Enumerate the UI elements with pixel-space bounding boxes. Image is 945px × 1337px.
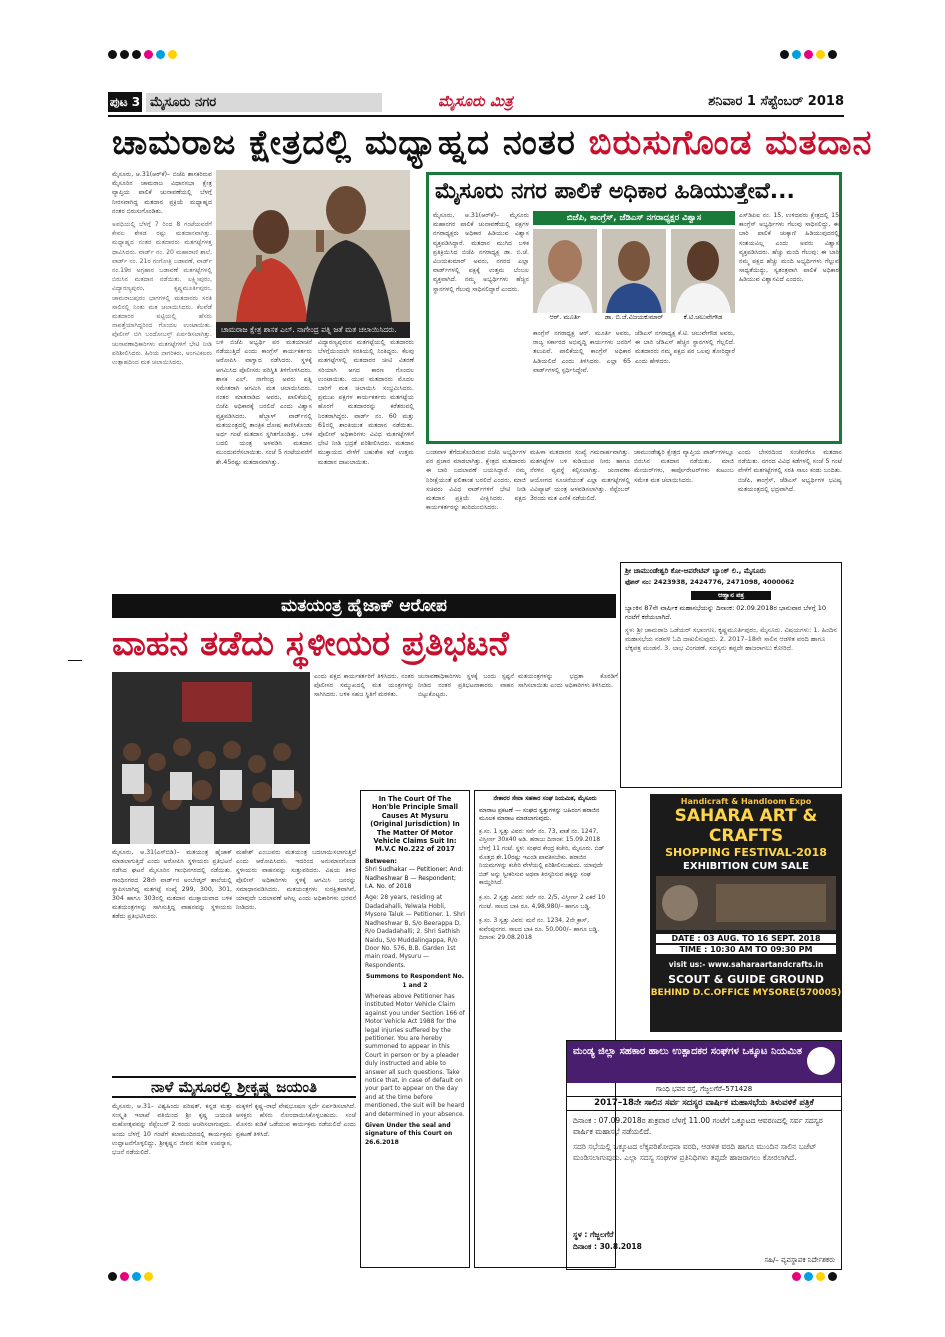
sahara-venue-note: BEHIND D.C.OFFICE MYSORE(570005): [650, 988, 842, 998]
continued-column-4: ಎಂದು ಬೇಸರದಿಂದ ಸಂಜೆವರೆಗೂ ಮತದಾನ ನಡೆಯಿತು. ನಗರದ ವಿವಿಧ ಕಡೆಗಳಲ್ಲಿ ಸಂಜೆ 5 ಗಂಟೆ ವೇಳೆಗೆ ಮತಗಟ್ಟೆಗಳಲ್ಲಿ ಸರತಿ ಸಾಲು ಕಂಡು ಬಂದಿತು. ಬಿಜೆಪಿ, ಕಾಂಗ್ರೆಸ್, ಜೆಡಿಎಸ್ ಅಭ್ಯರ್ಥಿಗಳ ಭವಿಷ್ಯ ಮತಯಂತ್ರದಲ್ಲಿ ಭದ್ರವಾಗಿದೆ.: [738, 449, 842, 493]
sale-notice-body: ಮಾರಾಟ ಪ್ರಕಟಣೆ — ಸಂಘದ ಸ್ವತ್ತುಗಳನ್ನು ಬಹಿರಂಗ ಹರಾಜಿನ ಮೂಲಕ ಮಾರಾಟ ಮಾಡಲಾಗುವುದು.: [479, 806, 600, 823]
power-claim-box: [426, 172, 842, 444]
continued-column-2: ಮಹಿಳಾ ಮತದಾರರ ಸಂಖ್ಯೆ ಗಮನಾರ್ಹವಾಗಿತ್ತು. ಮತಗಟ್ಟೆಗಳ ಬಳಿ ಕುಡಿಯುವ ನೀರು ಹಾಗೂ ನೆರಳಿನ ವ್ಯವಸ್ಥೆ ಕಲ್ಪಿಸಲಾಗಿತ್ತು. ಚುನಾವಣಾ ಆಯೋಗದ ಸೂಚನೆಯಂತೆ ಎಲ್ಲಾ ಮತಗಟ್ಟೆಗಳಲ್ಲಿ ವಿವಿಪ್ಯಾಟ್ ಯಂತ್ರ ಅಳವಡಿಸಲಾಗಿತ್ತು. ಸೆಪ್ಟೆಂಬರ್ 3ರಂದು ಮತ ಎಣಿಕೆ ನಡೆಯಲಿದೆ.: [530, 449, 630, 503]
mandya-logo-icon: [807, 1047, 835, 1075]
court-footer: Given Under the seal and signature of this Court on 26.6.2018: [365, 1122, 453, 1146]
voters-photo-image: [216, 170, 410, 322]
lead-photo-caption: ಚಾಮರಾಜ ಕ್ಷೇತ್ರ ಶಾಸಕ ಎಲ್. ನಾಗೇಂದ್ರ ಪತ್ನಿ ಜತೆ ಮತ ಚಲಾಯಿಸಿದರು.: [216, 322, 410, 338]
janmashtami-headline: ನಾಳೆ ಮೈಸೂರಲ್ಲಿ ಶ್ರೀಕೃಷ್ಣ ಜಯಂತಿ: [112, 1076, 356, 1098]
sahara-sale: EXHIBITION CUM SALE: [683, 861, 809, 872]
sahara-title: SAHARA ART & CRAFTS: [674, 806, 818, 846]
evm-column-2: ಮಹೇಶ್ ಎಂಬುವರು ಮತಯಂತ್ರ ಬದಲಾಯಿಸಲಾಗುತ್ತಿದೆ ಎಂದು ಆರೋಪಿಸಿದರು. ಇದರಿಂದ ಅನುಮಾನಗೊಂಡ ಸ್ಥಳೀಯರು ವಾಹನವನ್ನು ಸುತ್ತುವರಿದರು. ವಿಷಯ ತಿಳಿದ ಪೊಲೀಸ್ ಅಧಿಕಾರಿಗಳು ಸ್ಥಳಕ್ಕೆ ಆಗಮಿಸಿ ಜನರನ್ನು ಸಮಾಧಾನಪಡಿಸಿದರು. ಮತಯಂತ್ರಗಳು ಸುರಕ್ಷಿತವಾಗಿವೆ, ಯಾವುದೇ ಬದಲಾವಣೆ ಆಗಿಲ್ಲ ಎಂದು ಅಧಿಕಾರಿಗಳು ಭರವಸೆ ನೀಡಿದರು.: [236, 849, 356, 912]
protest-photo: [112, 672, 310, 844]
sahara-top: Handicraft & Handloom Expo: [680, 797, 812, 806]
mandya-place: ಸ್ಥಳ : ಗೆಜ್ಜಲಗೆರೆ: [573, 1230, 614, 1239]
leader-photo-3: [671, 229, 735, 313]
power-claim-subtitle: ಬಿಜೆಪಿ, ಕಾಂಗ್ರೆಸ್, ಜೆಡಿಎಸ್ ನಗರಾಧ್ಯಕ್ಷರ ವಿಶ್ವಾಸ: [533, 211, 735, 225]
janmashtami-column-1: ಮೈಸೂರು, ಆ.31– ವಿಶ್ವಹಿಂದು ಪರಿಷತ್, ಕನ್ನಡ ಮತ್ತು ಸಂಸ್ಕೃತಿ ಇಲಾಖೆ ವತಿಯಿಂದ ಶ್ರೀ ಕೃಷ್ಣ ಜಯಂತಿ ಮಹೋತ್ಸವವನ್ನು ಸೆಪ್ಟೆಂಬರ್ 2 ರಂದು ಆಚರಿಸಲಾಗುವುದು. ಅಂದು ಬೆಳಗ್ಗೆ 10 ಗಂಟೆಗೆ ಕಲಾಮಂದಿರದಲ್ಲಿ ಕಾರ್ಯಕ್ರಮ ಉದ್ಘಾಟನೆಗೊಳ್ಳಲಿದ್ದು, ಶ್ರೀಕೃಷ್ಣನ ಜೀವನ ಕುರಿತ ಉಪನ್ಯಾಸ, ಭಜನೆ ನಡೆಯಲಿದೆ.: [112, 1103, 232, 1157]
leader-name-1: ಆರ್. ಮೂರ್ತಿ: [549, 313, 581, 321]
continued-column-3: ಚಾಮುಂಡೇಶ್ವರಿ ಕ್ಷೇತ್ರದ ವ್ಯಾಪ್ತಿಯ ವಾರ್ಡ್‌ಗಳಲ್ಲೂ ಬಿರುಸಿನ ಮತದಾನ ನಡೆಯಿತು. ಮಾಜಿ ಮೇಯರ್‌ಗಳು, ಕಾರ್ಪೊರೇಟರ್‌ಗಳು ಕುಟುಂಬ ಸಮೇತ ಮತ ಚಲಾಯಿಸಿದರು.: [634, 449, 734, 484]
lead-photo: [216, 170, 410, 322]
lead-headline: ಚಾಮರಾಜ ಕ್ಷೇತ್ರದಲ್ಲಿ ಮಧ್ಯಾಹ್ನದ ನಂತರ ಬಿರುಸುಗೊಂಡ ಮತದಾನ: [112, 123, 873, 163]
sahara-banner-image: [656, 876, 836, 930]
mandya-signature: ಸಹಿ/– ವ್ಯವಸ್ಥಾಪಕ ನಿರ್ದೇಶಕರು: [764, 1256, 835, 1264]
leader-photo-1: [533, 229, 597, 313]
mandya-date: ದಿನಾಂಕ : 30.8.2018: [573, 1242, 642, 1251]
mandya-header: [567, 1041, 841, 1083]
crowd-image: [112, 672, 310, 844]
leader-name-2: ಡಾ. ಬಿ.ಜೆ.ವಿಜಯಕುಮಾರ್: [604, 313, 664, 321]
bank-notice-ad: ಶ್ರೀ ಚಾಮುಂಡೇಶ್ವರಿ ಕೋ-ಆಪರೇಟಿವ್ ಬ್ಯಾಂಕ್ ಲಿ., ಮೈಸೂರು ಫೋನ್ ನಂ: 2423938, 2424776, 2471098, 4000062 ಆಹ್ವಾನ ಪತ್ರ ಬ್ಯಾಂಕಿನ 87ನೇ ವಾರ್ಷಿಕ ಮಹಾಸಭೆಯನ್ನು ದಿನಾಂಕ: 02.09.2018ರ ಭಾನುವಾರ ಬೆಳಗ್ಗೆ 10 ಗಂಟೆಗೆ ಕರೆಯಲಾಗಿದೆ. ಸ್ಥಳ: ಶ್ರೀ ಚಾಮರಾಜ ಒಡೆಯರ್ ಸಭಾಂಗಣ, ಕೃಷ್ಣಮೂರ್ತಿಪುರಂ, ಮೈಸೂರು. ವಿಷಯಗಳು: 1. ಹಿಂದಿನ ಮಹಾಸಭೆಯ ನಡವಳಿ ಓದಿ ದಾಖಲಿಸುವುದು. 2. 2017–18ನೇ ಸಾಲಿನ ಆಡಳಿತ ವರದಿ ಹಾಗೂ ಲೆಕ್ಕಪತ್ರ ಮಂಡನೆ. 3. ಲಾಭ ವಿಂಗಡಣೆ. ಸದಸ್ಯರು ತಪ್ಪದೇ ಹಾಜರಾಗಲು ಕೋರಿದೆ.: [620, 562, 842, 788]
bank-notice-heading: ಆಹ್ವಾನ ಪತ್ರ: [691, 591, 771, 600]
lead-column-3: ವಿದ್ಯಾರಣ್ಯಪುರಂನ ಮತಗಟ್ಟೆಯಲ್ಲಿ ಮತದಾರರು ಬೆಳಗ್ಗೆಯಿಂದಲೇ ಸರತಿಯಲ್ಲಿ ನಿಂತಿದ್ದರು. ಕೆಲವು ಮತಗಟ್ಟೆಗಳಲ್ಲಿ ಮತದಾರರ ಚೀಟಿ ವಿತರಣೆ ಸರಿಯಾಗಿ ಆಗದ ಕಾರಣ ಗೊಂದಲ ಉಂಟಾಯಿತು. ಯುವ ಮತದಾರರು ಮೊದಲ ಬಾರಿಗೆ ಮತ ಚಲಾಯಿಸಿ ಸಂಭ್ರಮಿಸಿದರು. ಪ್ರಮುಖ ಪಕ್ಷಗಳ ಕಾರ್ಯಕರ್ತರು ಮತಗಟ್ಟೆಯ ಹೊರಗೆ ಮತದಾರರನ್ನು ಕರೆತರುವಲ್ಲಿ ನಿರತರಾಗಿದ್ದರು. ವಾರ್ಡ್ ನಂ. 60 ಮತ್ತು 61ರಲ್ಲಿ ಶಾಂತಿಯುತ ಮತದಾನ ನಡೆಯಿತು. ಪೊಲೀಸ್ ಅಧಿಕಾರಿಗಳು ವಿವಿಧ ಮತಗಟ್ಟೆಗಳಿಗೆ ಭೇಟಿ ನೀಡಿ ಭದ್ರತೆ ಪರಿಶೀಲಿಸಿದರು. ಮತದಾನ ಮುಕ್ತಾಯದ ವೇಳೆಗೆ ಬಹುತೇಕ ಕಡೆ ಉತ್ತಮ ಮತದಾನ ದಾಖಲಾಯಿತು.: [318, 339, 414, 466]
leader-name-3: ಕೆ.ಟಿ.ಚಲುವೇಗೌಡ: [683, 313, 723, 321]
page-header: [108, 92, 844, 114]
bank-notice-phone: ಫೋನ್ ನಂ: 2423938, 2424776, 2471098, 4000062: [625, 578, 795, 586]
power-claim-column-1: ಮೈಸೂರು, ಆ.31(ಆರ್‌ಕೆ)– ಮೈಸೂರು ಮಹಾನಗರ ಪಾಲಿಕೆ ಚುನಾವಣೆಯಲ್ಲಿ ಪಕ್ಷಗಳ ನಗರಾಧ್ಯಕ್ಷರು ಅಧಿಕಾರ ಹಿಡಿಯುವ ವಿಶ್ವಾಸ ವ್ಯಕ್ತಪಡಿಸಿದ್ದಾರೆ. ಮತದಾನ ಮುಗಿದ ಬಳಿಕ ಪ್ರತಿಕ್ರಿಯಿಸಿದ ಬಿಜೆಪಿ ನಗರಾಧ್ಯಕ್ಷ ಡಾ. ಬಿ.ಜೆ. ವಿಜಯಕುಮಾರ್ ಅವರು, ನಗರದ ಎಲ್ಲಾ ವಾರ್ಡ್‌ಗಳಲ್ಲಿ ಪಕ್ಷಕ್ಕೆ ಉತ್ತಮ ಬೆಂಬಲ ವ್ಯಕ್ತವಾಗಿದೆ. ನಮ್ಮ ಅಭ್ಯರ್ಥಿಗಳು ಹೆಚ್ಚಿನ ಸ್ಥಾನಗಳಲ್ಲಿ ಗೆಲುವು ಸಾಧಿಸಲಿದ್ದಾರೆ ಎಂದರು.: [433, 212, 529, 293]
mandya-address: ಗಾಂಧಿ ಭವನ ರಸ್ತೆ, ಗೆಜ್ಜಲಗೆರೆ–571428: [655, 1085, 753, 1093]
sale-notice-title: ನೇಕಾರರ ಸೇವಾ ಸಹಕಾರ ಸಂಘ ನಿಯಮಿತ, ಮೈಸೂರು: [493, 795, 597, 802]
leaders-photos: [533, 229, 735, 325]
sahara-expo-ad: [650, 794, 842, 1032]
evm-column-top-1: ಎಂದು ಪಕ್ಷದ ಕಾರ್ಯಕರ್ತರಿಗೆ ತಿಳಿಸಿದರು. ನಂತರ ಪೊಲೀಸರ ಸಮ್ಮುಖದಲ್ಲಿ ಮತ ಯಂತ್ರಗಳನ್ನು ಸಾಗಿಸಿದರು. ಬಳಿಕ ಸಹಜ ಸ್ಥಿತಿಗೆ ಮರಳಿತು.: [314, 673, 414, 699]
registration-marks-top: [0, 50, 945, 64]
leader-photo-2: [602, 229, 666, 313]
power-claim-column-2: ಕಾಂಗ್ರೆಸ್ ನಗರಾಧ್ಯಕ್ಷ ಆರ್. ಮೂರ್ತಿ ಅವರು, ರಾಜ್ಯ ಸರ್ಕಾರದ ಅಭಿವೃದ್ಧಿ ಕಾರ್ಯಗಳು ಜನರಿಗೆ ತಲುಪಿವೆ. ಪಾಲಿಕೆಯಲ್ಲಿ ಕಾಂಗ್ರೆಸ್ ಅಧಿಕಾರ ಹಿಡಿಯಲಿದೆ ಎಂದು ತಿಳಿಸಿದರು. ಎಲ್ಲಾ 65 ವಾರ್ಡ್‌ಗಳಲ್ಲಿ ಸ್ಪರ್ಧಿಸಿದ್ದೇವೆ.: [533, 330, 631, 374]
court-notice-title: In The Court Of The Hon'ble Principle Small Causes At Mysuru (Original Jurisdiction) In The Matter Of Motor Vehicle Claims Suit In: M.V.C No.222 of 2017: [370, 795, 460, 854]
sahara-dates: DATE : 03 AUG. TO 16 SEPT. 2018: [656, 934, 836, 943]
lead-column-2: ಬಳಿ ಬಿಜೆಪಿ ಅಭ್ಯರ್ಥಿ ಪರ ಮತಯಾಚನೆ ನಡೆಯುತ್ತಿದೆ ಎಂದು ಕಾಂಗ್ರೆಸ್ ಕಾರ್ಯಕರ್ತರು ಆರೋಪಿಸಿ ವಾಗ್ವಾದ ನಡೆಸಿದರು. ಸ್ಥಳಕ್ಕೆ ಆಗಮಿಸಿದ ಪೊಲೀಸರು ಪರಿಸ್ಥಿತಿ ತಿಳಿಗೊಳಿಸಿದರು. ಶಾಸಕ ಎಲ್. ನಾಗೇಂದ್ರ ಅವರು ಪತ್ನಿ ಸಮೇತರಾಗಿ ಆಗಮಿಸಿ ಮತ ಚಲಾಯಿಸಿದರು. ನಂತರ ಮಾತನಾಡಿದ ಅವರು, ಪಾಲಿಕೆಯಲ್ಲಿ ಬಿಜೆಪಿ ಅಧಿಕಾರಕ್ಕೆ ಬರಲಿದೆ ಎಂದು ವಿಶ್ವಾಸ ವ್ಯಕ್ತಪಡಿಸಿದರು. ಹೆಬ್ಬಾಳ್ ವಾರ್ಡ್‌ನಲ್ಲಿ ಮತಯಂತ್ರದಲ್ಲಿ ತಾಂತ್ರಿಕ ದೋಷ ಕಾಣಿಸಿಕೊಂಡು ಅರ್ಧ ಗಂಟೆ ಮತದಾನ ಸ್ಥಗಿತಗೊಂಡಿತ್ತು. ಬಳಿಕ ಬದಲಿ ಯಂತ್ರ ಅಳವಡಿಸಿ ಮತದಾನ ಮುಂದುವರೆಸಲಾಯಿತು. ಸಂಜೆ 5 ಗಂಟೆಯವರೆಗೆ ಶೇ.45ರಷ್ಟು ಮತದಾನವಾಗಿತ್ತು.: [216, 339, 312, 466]
power-claim-column-4: ಎಸ್‌ಡಿಪಿಐ ನಂ. 15, ಉಳಿದವರು ಕ್ಷೇತ್ರದಲ್ಲಿ 15 ಕಾಂಗ್ರೆಸ್ ಅಭ್ಯರ್ಥಿಗಳು ಗೆಲುವು ಸಾಧಿಸಲಿದ್ದು, ಈ ಬಾರಿ ಪಾಲಿಕೆ ಚುಕ್ಕಾಣಿ ಹಿಡಿಯುವುದರಲ್ಲಿ ಸಂಶಯವಿಲ್ಲ ಎಂದು ಅವರು ವಿಶ್ವಾಸ ವ್ಯಕ್ತಪಡಿಸಿದರು. ಹೆಚ್ಚು ಮಂದಿ ಗೆಲುವು: ಈ ಬಾರಿ ನಮ್ಮ ಪಕ್ಷದ ಹೆಚ್ಚು ಮಂದಿ ಅಭ್ಯರ್ಥಿಗಳು ಗೆಲ್ಲುವ ಸಾಧ್ಯತೆಯಿದ್ದು, ಸ್ವತಂತ್ರವಾಗಿ ಪಾಲಿಕೆ ಅಧಿಕಾರ ಹಿಡಿಯುವ ವಿಶ್ವಾಸವಿದೆ ಎಂದರು.: [739, 212, 839, 284]
court-parties: Shri Sudhakar — Petitioner; And: Nadheshwar B — Respondent; I.A. No. of 2018: [365, 866, 464, 891]
bank-notice-title: ಶ್ರೀ ಚಾಮುಂಡೇಶ್ವರಿ ಕೋ-ಆಪರೇಟಿವ್ ಬ್ಯಾಂಕ್ ಲಿ., ಮೈಸೂರು: [625, 567, 766, 575]
evm-headline: ವಾಹನ ತಡೆದು ಸ್ಥಳೀಯರ ಪ್ರತಿಭಟನೆ: [112, 624, 509, 664]
mandya-title: ಮಂಡ್ಯ ಜಿಲ್ಲಾ ಸಹಕಾರ ಹಾಲು ಉತ್ಪಾದಕರ ಸಂಘಗಳ ಒಕ್ಕೂಟ ನಿಯಮಿತ: [573, 1046, 803, 1057]
issue-date: ಶನಿವಾರ 1 ಸೆಪ್ಟೆಂಬರ್ 2018: [708, 94, 844, 109]
continued-column-1: ಬಂಡವಾಳ ತೆಗೆದುಕೊಂಡಿರುವ ಬಿಜೆಪಿ ಅಭ್ಯರ್ಥಿಗಳ ಪರ ಪ್ರಚಾರ ಮಾಡಲಾಗಿತ್ತು. ಕ್ಷೇತ್ರದ ಮತದಾರರು ಈ ಬಾರಿ ಬದಲಾವಣೆ ಬಯಸಿದ್ದಾರೆ. ನಮ್ಮ ನಿರೀಕ್ಷೆಯಂತೆ ಫಲಿತಾಂಶ ಬರಲಿದೆ ಎಂದರು. ಮಾಜಿ ಸಚಿವರು ವಿವಿಧ ವಾರ್ಡ್‌ಗಳಿಗೆ ಭೇಟಿ ನೀಡಿ ಮತದಾನ ಪ್ರಕ್ರಿಯೆ ವೀಕ್ಷಿಸಿದರು. ಪಕ್ಷದ ಕಾರ್ಯಕರ್ತರನ್ನು ಹುರಿದುಂಬಿಸಿದರು.: [426, 449, 526, 512]
janmashtami-column-2: ಮಕ್ಕಳಿಗೆ ಕೃಷ್ಣ–ರಾಧೆ ವೇಷಭೂಷಣ ಸ್ಪರ್ಧೆ ಏರ್ಪಡಿಸಲಾಗಿದೆ. ಆಸಕ್ತರು ಹೆಸರು ನೋಂದಾಯಿಸಿಕೊಳ್ಳಬಹುದು. ಸಂಜೆ ಮೊಸರು ಕುಡಿಕೆ ಒಡೆಯುವ ಕಾರ್ಯಕ್ರಮ ನಡೆಯಲಿದೆ ಎಂದು ಪ್ರಕಟಣೆ ತಿಳಿಸಿದೆ.: [236, 1103, 356, 1138]
sale-notice-ad: ನೇಕಾರರ ಸೇವಾ ಸಹಕಾರ ಸಂಘ ನಿಯಮಿತ, ಮೈಸೂರು ಮಾರಾಟ ಪ್ರಕಟಣೆ — ಸಂಘದ ಸ್ವತ್ತುಗಳನ್ನು ಬಹಿರಂಗ ಹರಾಜಿನ ಮೂಲಕ ಮಾರಾಟ ಮಾಡಲಾಗುವುದು. ಕ್ರ.ಸಂ. 1 ಸ್ವತ್ತು ವಿವರ: ಸರ್ವೆ ನಂ. 73, ಖಾತೆ ನಂ. 1247, ವಿಸ್ತೀರ್ಣ 30x40 ಅಡಿ. ಹರಾಜು ದಿನಾಂಕ: 15.09.2018 ಬೆಳಗ್ಗೆ 11 ಗಂಟೆ. ಸ್ಥಳ: ಸಂಘದ ಕೇಂದ್ರ ಕಚೇರಿ, ಮೈಸೂರು. ಬಿಡ್ ಮೊತ್ತದ ಶೇ.10ರಷ್ಟು ಇಎಂಡಿ ಪಾವತಿಸಬೇಕು. ಹರಾಜಿನ ನಿಯಮಗಳನ್ನು ಕಚೇರಿ ವೇಳೆಯಲ್ಲಿ ಪರಿಶೀಲಿಸಬಹುದು. ಯಾವುದೇ ಬಿಡ್ ಅನ್ನು ಸ್ವೀಕರಿಸುವ ಅಥವಾ ತಿರಸ್ಕರಿಸುವ ಹಕ್ಕನ್ನು ಸಂಘ ಕಾಯ್ದಿರಿಸಿದೆ. ಕ್ರ.ಸಂ. 2 ಸ್ವತ್ತು ವಿವರ: ಸರ್ವೆ ನಂ. 2/5, ವಿಸ್ತೀರ್ಣ 2 ಎಕರೆ 10 ಗುಂಟೆ. ಸಾಲದ ಬಾಕಿ ರೂ. 4,98,980/– ಹಾಗೂ ಬಡ್ಡಿ. ಕ್ರ.ಸಂ. 3 ಸ್ವತ್ತು ವಿವರ: ಮನೆ ನಂ. 1234, 2ನೇ ಕ್ರಾಸ್, ಕುವೆಂಪುನಗರ. ಸಾಲದ ಬಾಕಿ ರೂ. 50,000/– ಹಾಗೂ ಬಡ್ಡಿ. ದಿನಾಂಕ: 29.08.2018: [474, 790, 616, 1268]
power-claim-headline: ಮೈಸೂರು ನಗರ ಪಾಲಿಕೆ ಅಧಿಕಾರ ಹಿಡಿಯುತ್ತೇವೆ...: [435, 179, 795, 204]
mandya-milk-union-ad: ಮಂಡ್ಯ ಜಿಲ್ಲಾ ಸಹಕಾರ ಹಾಲು ಉತ್ಪಾದಕರ ಸಂಘಗಳ ಒಕ್ಕೂಟ ನಿಯಮಿತ ಗಾಂಧಿ ಭವನ ರಸ್ತೆ, ಗೆಜ್ಜಲಗೆರೆ–571428 2017–18ನೇ ಸಾಲಿನ ಸರ್ವ ಸದಸ್ಯರ ವಾರ್ಷಿಕ ಮಹಾಸಭೆಯ ತಿಳುವಳಿಕೆ ಪತ್ರಿಕೆ ದಿನಾಂಕ : 07.09.2018ರ ಶುಕ್ರವಾರ ಬೆಳಗ್ಗೆ 11.00 ಗಂಟೆಗೆ ಒಕ್ಕೂಟದ ಆವರಣದಲ್ಲಿ ಸರ್ವ ಸದಸ್ಯರ ವಾರ್ಷಿಕ ಮಹಾಸಭೆ ನಡೆಯಲಿದೆ. ಸದರಿ ಸಭೆಯಲ್ಲಿ ಒಕ್ಕೂಟದ ಲೆಕ್ಕಪರಿಶೋಧನಾ ವರದಿ, ಆಡಳಿತ ವರದಿ ಹಾಗೂ ಮುಂದಿನ ಸಾಲಿನ ಬಜೆಟ್ ಮಂಡಿಸಲಾಗುವುದು. ಎಲ್ಲಾ ಸದಸ್ಯ ಸಂಘಗಳ ಪ್ರತಿನಿಧಿಗಳು ತಪ್ಪದೇ ಹಾಜರಾಗಲು ಕೋರಲಾಗಿದೆ. ಸ್ಥಳ : ಗೆಜ್ಜಲಗೆರೆ ದಿನಾಂಕ : 30.8.2018 ಸಹಿ/– ವ್ಯವಸ್ಥಾಪಕ ನಿರ್ದೇಶಕರು: [566, 1040, 842, 1270]
court-summons: Summons to Respondent No. 1 and 2: [365, 973, 465, 989]
lead-column-1: ಮೈಸೂರು, ಆ.31(ಆರ್‌ಕೆ)– ಬಿಜೆಪಿ ಶಾಸಕರಿರುವ ಮೈಸೂರಿನ ಚಾಮರಾಜ ವಿಧಾನಸಭಾ ಕ್ಷೇತ್ರ ವ್ಯಾಪ್ತಿಯ ಪಾಲಿಕೆ ಚುನಾವಣೆಯಲ್ಲಿ ಬೆಳಗ್ಗೆ ನೀರಸವಾಗಿದ್ದ ಮತದಾನ ಪ್ರಕ್ರಿಯೆ ಮಧ್ಯಾಹ್ನದ ನಂತರ ಬಿರುಸುಗೊಂಡಿತು. ಅವಧಿಯಲ್ಲಿ ಬೆಳಗ್ಗೆ 7 ರಿಂದ 8 ಗಂಟೆಯವರೆಗೆ ಕೇವಲ ಶೇಕಡ ರಷ್ಟು ಮತದಾನವಾಗಿತ್ತು. ಮಧ್ಯಾಹ್ನದ ನಂತರ ಮತದಾರರು ಮತಗಟ್ಟೆಗಳತ್ತ ಧಾವಿಸಿದರು. ವಾರ್ಡ್ ನಂ. 20 ಮಹಾರಾಣಿ ಶಾಲೆ, ವಾರ್ಡ್ ನಂ. 21ರ ಗಂಗೋತ್ರಿ ಬಡಾವಣೆ, ವಾರ್ಡ್ ನಂ.19ರ ಅಗ್ರಹಾರ ಬಡಾವಣೆ ಮತಗಟ್ಟೆಗಳಲ್ಲಿ ಬಿರುಸಿನ ಮತದಾನ ನಡೆಯಿತು. ಲಕ್ಷ್ಮೀಪುರಂ, ವಿದ್ಯಾರಣ್ಯಪುರಂ, ಕೃಷ್ಣಮೂರ್ತಿಪುರಂ, ಚಾಮರಾಜಪುರಂ ಭಾಗಗಳಲ್ಲಿ ಮತದಾರರು ಸರತಿ ಸಾಲಿನಲ್ಲಿ ನಿಂತು ಮತ ಚಲಾಯಿಸಿದರು. ಕೆಲವೆಡೆ ಮತದಾರರ ಪಟ್ಟಿಯಲ್ಲಿ ಹೆಸರು ನಾಪತ್ತೆಯಾಗಿದ್ದರಿಂದ ಗೊಂದಲ ಉಂಟಾಯಿತು. ಪೊಲೀಸ್ ಬಿಗಿ ಬಂದೋಬಸ್ತ್ ಏರ್ಪಡಿಸಲಾಗಿತ್ತು. ಚುನಾವಣಾಧಿಕಾರಿಗಳು ಮತಗಟ್ಟೆಗಳಿಗೆ ಭೇಟಿ ನೀಡಿ ಪರಿಶೀಲಿಸಿದರು. ಹಿರಿಯ ನಾಗರಿಕರು, ಅಂಗವಿಕಲರು ಉತ್ಸಾಹದಿಂದ ಮತ ಚಲಾಯಿಸಿದರು.: [112, 171, 212, 367]
evm-column-1: ಮೈಸೂರು, ಆ.31(ಎಸ್‌ಬಿಡಿ)– ಮತಯಂತ್ರ ಹೈಜಾಕ್ ಮಾಡಲಾಗುತ್ತಿದೆ ಎಂದು ಆರೋಪಿಸಿ ಸ್ಥಳೀಯರು ಪ್ರತಿಭಟನೆ ನಡೆಸಿದ ಘಟನೆ ಮೈಸೂರಿನ ಗಾಂಧಿನಗರದಲ್ಲಿ ನಡೆಯಿತು. ಗಾಂಧಿನಗರದ 28ನೇ ವಾರ್ಡ್‌ನ ಅಂಬೇಡ್ಕರ್ ಶಾಲೆಯಲ್ಲಿ ಸ್ಥಾಪಿಸಲಾಗಿದ್ದ ಮತಗಟ್ಟೆ ಸಂಖ್ಯೆ 299, 300, 301, 304 ಹಾಗೂ 303ರಲ್ಲಿ ಮತದಾನ ಮುಕ್ತಾಯವಾದ ಬಳಿಕ ಮತಯಂತ್ರಗಳನ್ನು ಸಾಗಿಸುತ್ತಿದ್ದ ವಾಹನವನ್ನು ಸ್ಥಳೀಯರು ತಡೆದು ಪ್ರತಿಭಟಿಸಿದರು.: [112, 849, 232, 921]
mandya-notice-title: 2017–18ನೇ ಸಾಲಿನ ಸರ್ವ ಸದಸ್ಯರ ವಾರ್ಷಿಕ ಮಹಾಸಭೆಯ ತಿಳುವಳಿಕೆ ಪತ್ರಿಕೆ: [567, 1096, 841, 1111]
section-name: ಮೈಸೂರು ನಗರ: [146, 93, 382, 112]
masthead-logo: ಮೈಸೂರು ಮಿತ್ರ: [438, 92, 513, 110]
sahara-venue: SCOUT & GUIDE GROUND: [668, 973, 824, 986]
court-between: Between:: [365, 857, 397, 865]
header-rule: [108, 115, 844, 117]
fold-mark: [68, 660, 82, 661]
registration-marks-bottom: [0, 1272, 945, 1286]
sahara-subtitle: SHOPPING FESTIVAL-2018: [665, 846, 827, 859]
evm-column-top-2: ಚುನಾವಣಾಧಿಕಾರಿಗಳು ಸ್ಥಳಕ್ಕೆ ಬಂದು ಸ್ಪಷ್ಟನೆ ನೀಡಿದ ನಂತರ ಪ್ರತಿಭಟನಾಕಾರರು ವಾಹನ ಬಿಟ್ಟುಕೊಟ್ಟರು.: [418, 673, 514, 699]
sahara-website: visit us:- www.saharaartandcrafts.in: [668, 960, 824, 969]
sahara-time: TIME : 10:30 AM TO 09:30 PM: [656, 945, 836, 954]
evm-kicker: ಮತಯಂತ್ರ ಹೈಜಾಕ್ ಆರೋಪ: [112, 594, 616, 618]
evm-column-top-3: ಮತಯಂತ್ರಗಳನ್ನು ಭದ್ರತಾ ಕೊಠಡಿಗೆ ಸಾಗಿಸಲಾಯಿತು ಎಂದು ಅಧಿಕಾರಿಗಳು ತಿಳಿಸಿದರು.: [518, 673, 618, 690]
mandya-notice-body: ದಿನಾಂಕ : 07.09.2018ರ ಶುಕ್ರವಾರ ಬೆಳಗ್ಗೆ 11.00 ಗಂಟೆಗೆ ಒಕ್ಕೂಟದ ಆವರಣದಲ್ಲಿ ಸರ್ವ ಸದಸ್ಯರ ವಾರ್ಷಿಕ ಮಹಾಸಭೆ ನಡೆಯಲಿದೆ.: [573, 1116, 823, 1136]
page-number: ಪುಟ 3: [108, 92, 142, 112]
bank-notice-body: ಬ್ಯಾಂಕಿನ 87ನೇ ವಾರ್ಷಿಕ ಮಹಾಸಭೆಯನ್ನು ದಿನಾಂಕ: 02.09.2018ರ ಭಾನುವಾರ ಬೆಳಗ್ಗೆ 10 ಗಂಟೆಗೆ ಕರೆಯಲಾಗಿದೆ.: [625, 604, 827, 621]
power-claim-column-3: ಜೆಡಿಎಸ್ ನಗರಾಧ್ಯಕ್ಷ ಕೆ.ಟಿ. ಚಲುವೇಗೌಡ ಅವರು, ಈ ಬಾರಿ ಜೆಡಿಎಸ್ ಹೆಚ್ಚಿನ ಸ್ಥಾನಗಳಲ್ಲಿ ಗೆಲ್ಲಲಿದೆ. ಮತದಾರರು ನಮ್ಮ ಪಕ್ಷದ ಪರ ಒಲವು ತೋರಿದ್ದಾರೆ ಎಂದು ಹೇಳಿದರು.: [635, 330, 735, 365]
court-notice-ad: In The Court Of The Hon'ble Principle Small Causes At Mysuru (Original Jurisdiction) In The Matter Of Motor Vehicle Claims Suit In: M.V.C No.222 of 2017 Between: Shri Sudhakar — Petitioner; And: Nadheshwar B — Respondent; I.A. No. of 2018 Age: 28 years, residing at Dadadahalli, Yelwala Hobli, Mysore Taluk — Petitioner. 1. Shri Nadheshwar B, S/o Beerappa D, R/o Dadadahalli; 2. Shri Sathish Naidu, S/o Muddalingappa, R/o Door No. 576, B.B. Garden 1st main road, Mysuru — Respondents. Summons to Respondent No. 1 and 2 Whereas above Petitioner has instituted Motor Vehicle Claim against you under Section 166 of Motor Vehicle Act 1988 for the legal injuries suffered by the petitioner. You are hereby summoned to appear in this Court in person or by a pleader duly instructed and able to answer all such questions. Take notice that, in case of default on your part to appear on the day and at the time before mentioned, the suit will be heard and determined in your absence. Given Under the seal and signature of this Court on 26.6.2018: [360, 790, 470, 1268]
